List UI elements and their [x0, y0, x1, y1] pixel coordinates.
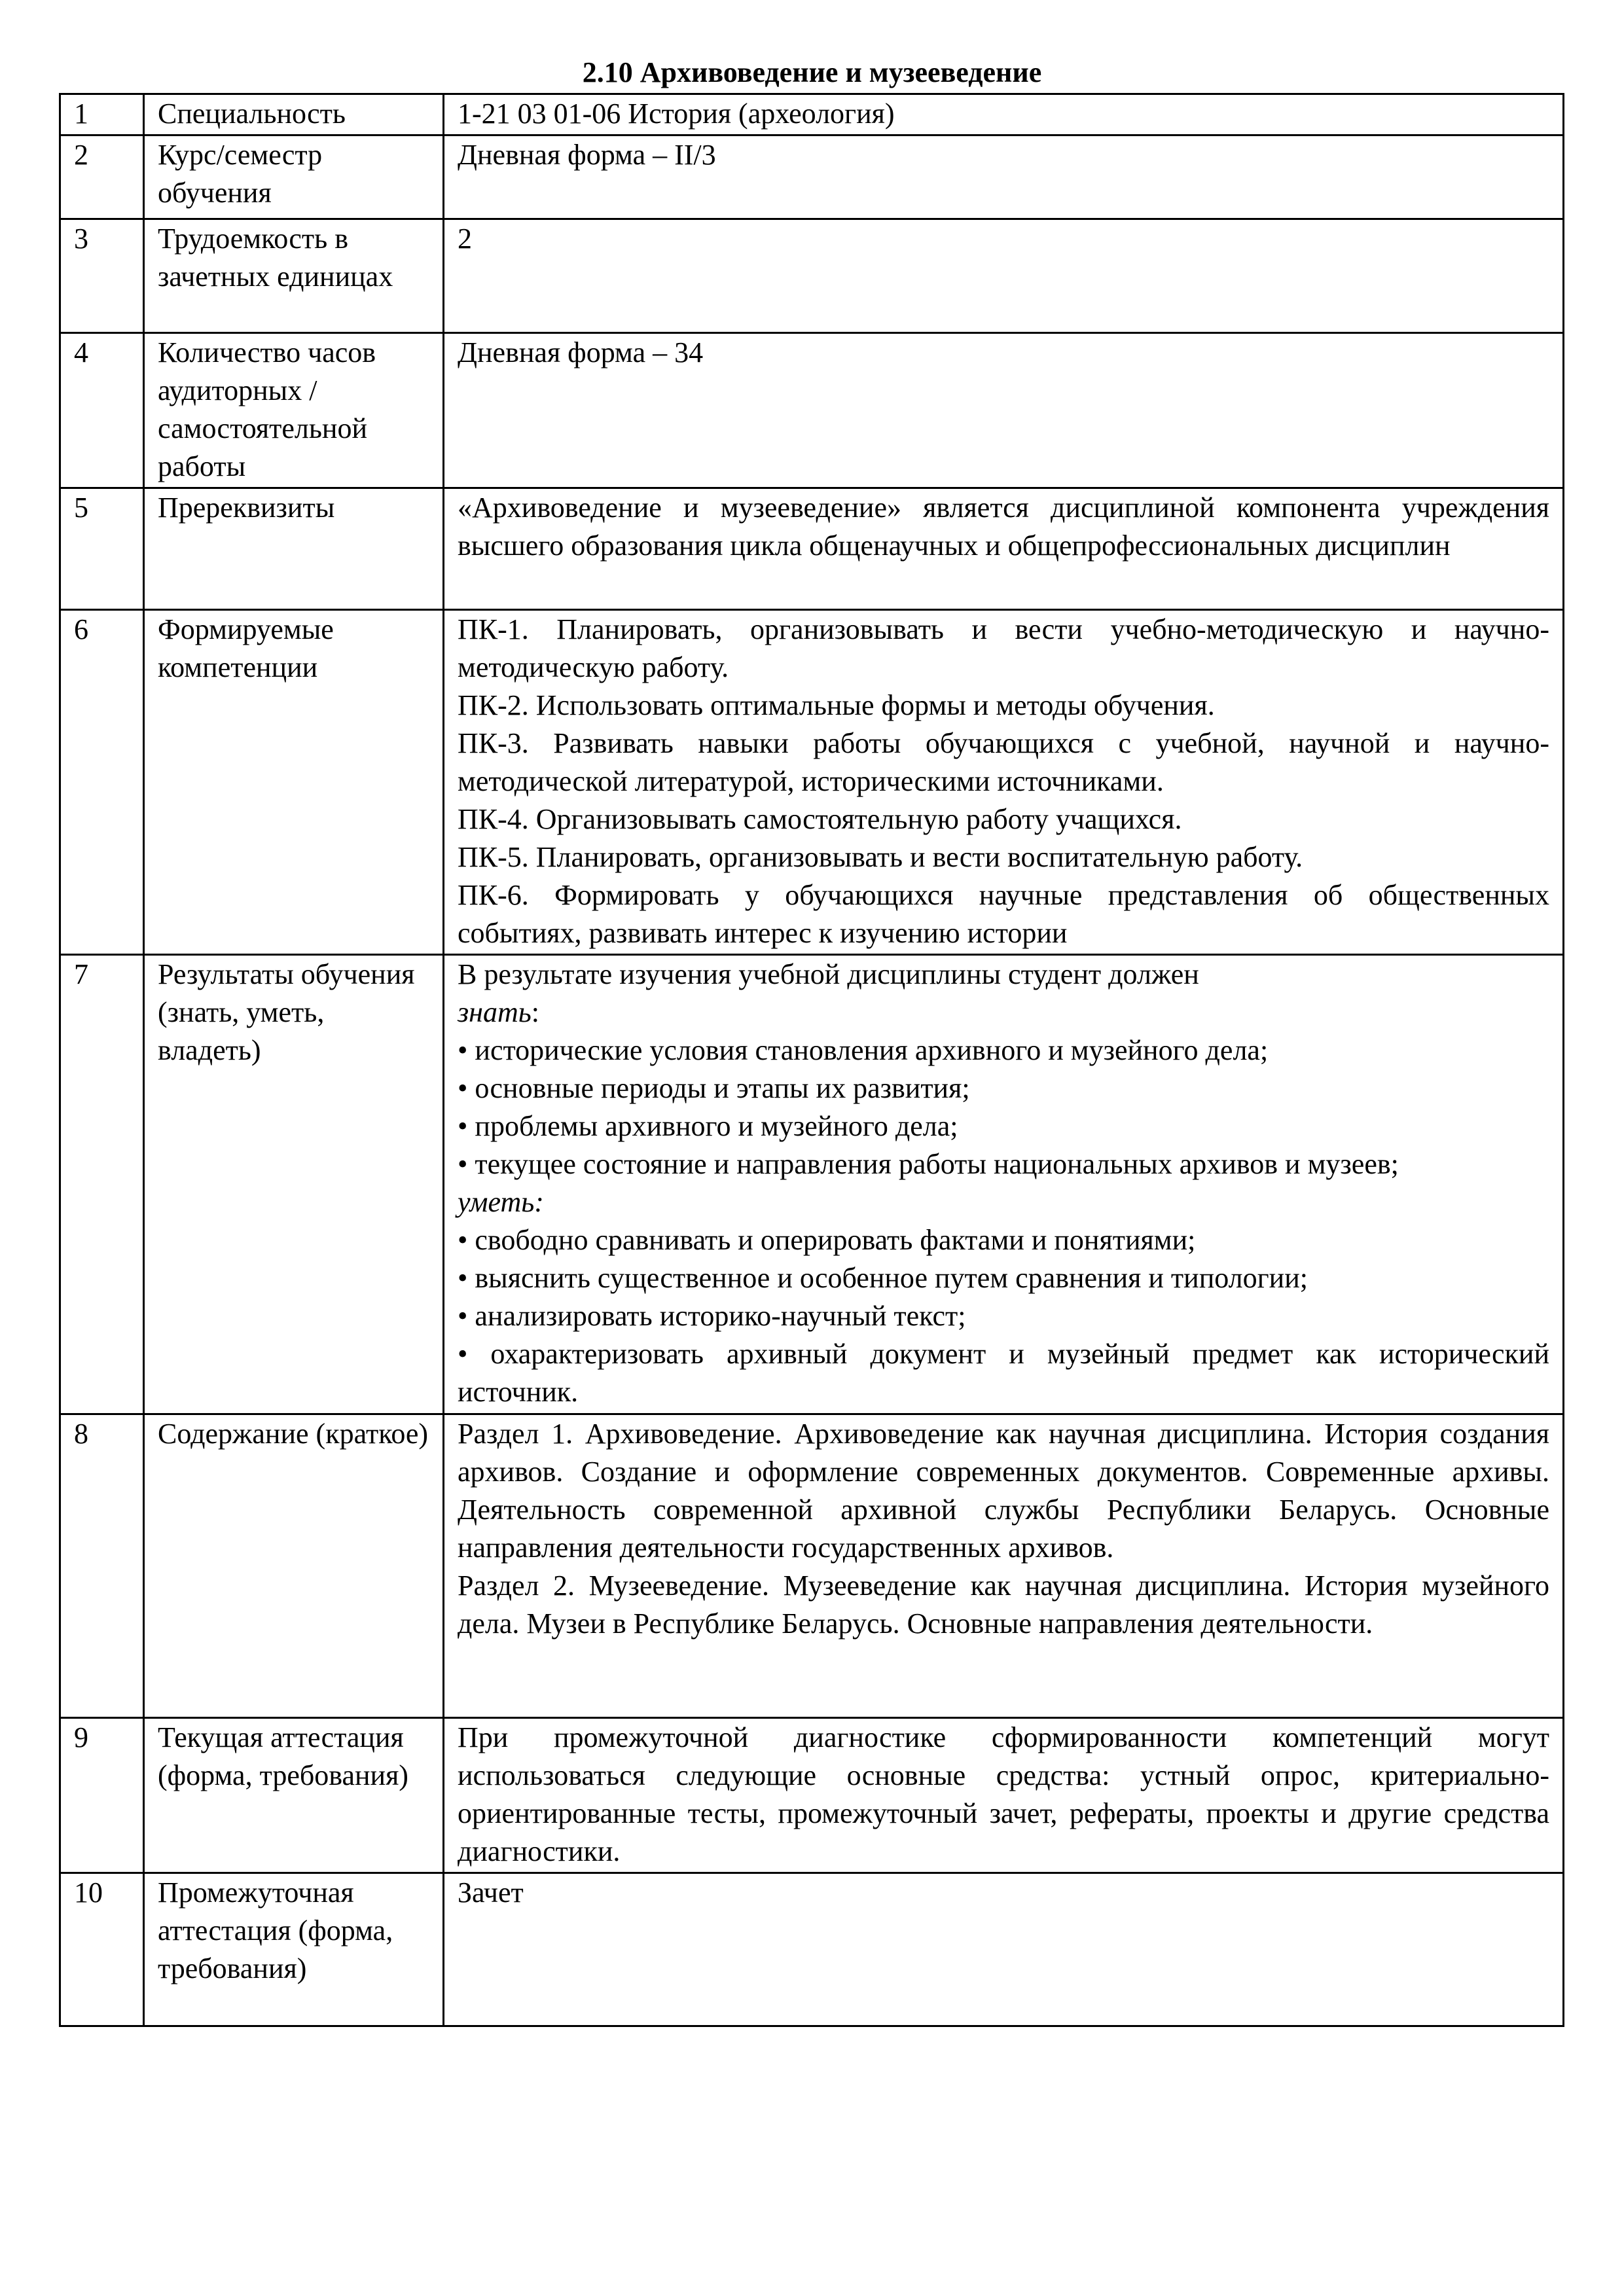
table-row — [60, 94, 1564, 135]
table-row — [60, 135, 1564, 219]
prerequisites-text: «Архивоведение и музееведение» является дисциплиной компонента учреждения высшего образования цикла общенаучных и общепрофессиональных дисциплин — [444, 488, 1564, 610]
outcomes-intro: В результате изучения учебной дисциплины студент должен — [458, 958, 1199, 990]
competences-list — [444, 610, 1564, 955]
row-label: Промежуточная аттестация (форма, требования) — [144, 1873, 444, 2026]
row-label: Результаты обучения (знать, уметь, владеть) — [144, 955, 444, 1414]
table-row — [60, 1414, 1564, 1718]
can-heading: уметь: — [458, 1186, 544, 1218]
row-label: Содержание (краткое) — [144, 1414, 444, 1718]
table-row — [60, 488, 1564, 610]
know-item: • проблемы архивного и музейного дела; — [458, 1110, 958, 1142]
competence-item: ПК-4. Организовывать самостоятельную работу учащихся. — [458, 803, 1182, 835]
table-row — [60, 955, 1564, 1414]
know-heading-line: знать: — [458, 996, 540, 1028]
row-number: 9 — [60, 1718, 144, 1873]
table-row — [60, 1873, 1564, 2026]
row-value: Дневная форма – 34 — [444, 333, 1564, 488]
row-number: 1 — [60, 94, 144, 135]
row-label: Количество часов аудиторных / самостоятельной работы — [144, 333, 444, 488]
row-number: 6 — [60, 610, 144, 955]
row-number: 4 — [60, 333, 144, 488]
course-description-table — [59, 93, 1564, 2027]
competence-item: ПК-6. Формировать у обучающихся научные представления об общественных событиях, развивать интерес к изучению истории — [458, 879, 1549, 949]
table-row — [60, 1718, 1564, 1873]
can-item: • свободно сравнивать и оперировать фактами и понятиями; — [458, 1224, 1196, 1256]
row-value: Дневная форма – II/3 — [444, 135, 1564, 219]
competence-item: ПК-5. Планировать, организовывать и вести воспитательную работу. — [458, 841, 1303, 873]
intermediate-assessment-text: Зачет — [444, 1873, 1564, 2026]
can-item: • выяснить существенное и особенное путем сравнения и типологии; — [458, 1262, 1308, 1294]
content-section: Раздел 1. Архивоведение. Архивоведение как научная дисциплина. История создания архивов. Создание и оформление современных документов. Современные архивы. Деятельность современной архивной службы Республики Беларусь. Основные направления деятельности государственных архивов. — [458, 1418, 1549, 1564]
row-value: 1-21 03 01-06 История (археология) — [444, 94, 1564, 135]
competence-item: ПК-3. Развивать навыки работы обучающихся с учебной, научной и научно-методической литературой, историческими источниками. — [458, 727, 1549, 797]
row-number: 10 — [60, 1873, 144, 2026]
competence-item: ПК-2. Использовать оптимальные формы и методы обучения. — [458, 689, 1215, 721]
row-number: 2 — [60, 135, 144, 219]
page-title: 2.10 Архивоведение и музееведение — [582, 56, 1042, 88]
row-number: 5 — [60, 488, 144, 610]
row-number: 3 — [60, 219, 144, 333]
table-row — [60, 219, 1564, 333]
row-label: Трудоемкость в зачетных единицах — [144, 219, 444, 333]
row-number: 7 — [60, 955, 144, 1414]
can-item: • анализировать историко-научный текст; — [458, 1300, 966, 1332]
row-label: Формируемые компетенции — [144, 610, 444, 955]
table-row — [60, 610, 1564, 955]
row-label: Курс/семестр обучения — [144, 135, 444, 219]
know-heading: знать — [458, 996, 532, 1028]
competence-item: ПК-1. Планировать, организовывать и вести учебно-методическую и научно-методическую работу. — [458, 613, 1549, 683]
row-number: 8 — [60, 1414, 144, 1718]
row-label: Текущая аттестация (форма, требования) — [144, 1718, 444, 1873]
can-item: • охарактеризовать архивный документ и музейный предмет как исторический источник. — [458, 1338, 1549, 1408]
know-item: • текущее состояние и направления работы национальных архивов и музеев; — [458, 1148, 1399, 1180]
row-label: Пререквизиты — [144, 488, 444, 610]
table-row — [60, 333, 1564, 488]
row-label: Специальность — [144, 94, 444, 135]
know-item: • исторические условия становления архивного и музейного дела; — [458, 1034, 1269, 1066]
learning-outcomes — [444, 955, 1564, 1414]
content-section: Раздел 2. Музееведение. Музееведение как научная дисциплина. История музейного дела. Музеи в Республике Беларусь. Основные направления деятельности. — [458, 1570, 1549, 1640]
know-item: • основные периоды и этапы их развития; — [458, 1072, 970, 1104]
course-content — [444, 1414, 1564, 1718]
row-value: 2 — [444, 219, 1564, 333]
current-assessment-text: При промежуточной диагностике сформированности компетенций могут использоваться следующие основные средства: устный опрос, критериально-ориентированные тесты, промежуточный зачет, рефераты, проекты и другие средства диагностики. — [444, 1718, 1564, 1873]
